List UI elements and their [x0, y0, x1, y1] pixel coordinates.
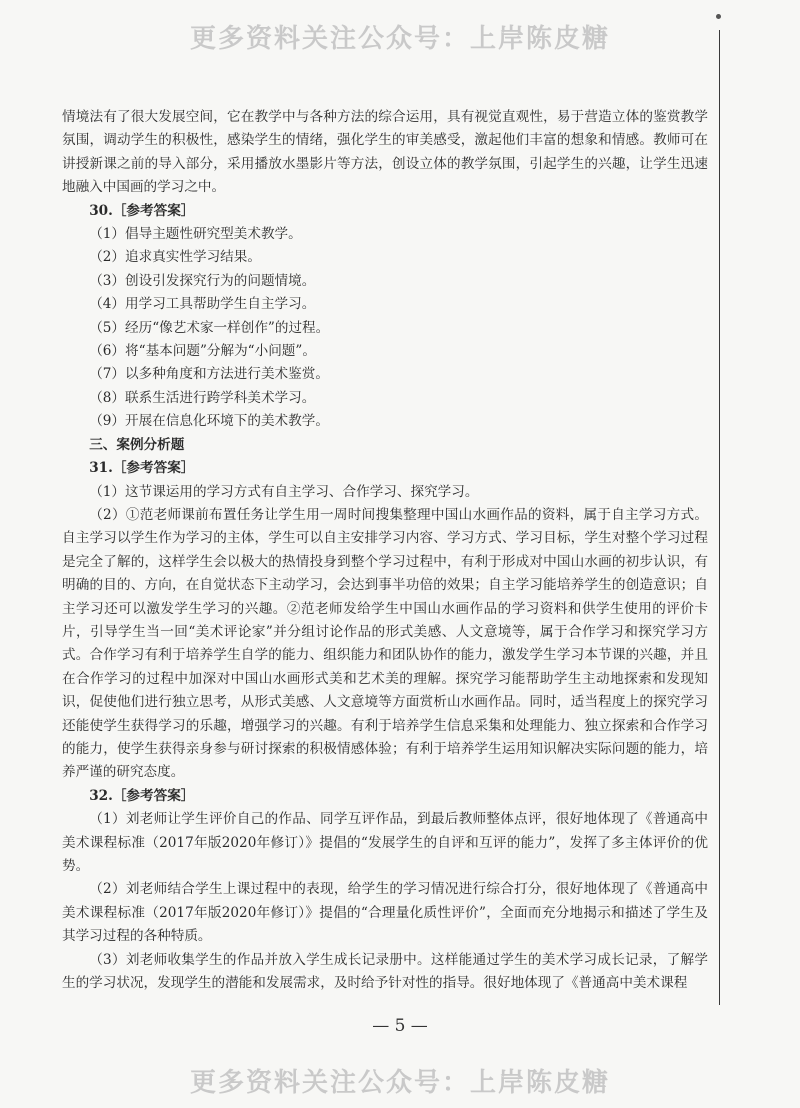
q32-answer-3: （3）刘老师收集学生的作品并放入学生成长记录册中。这样能通过学生的美术学习成长记录，了解学生的学习状况，发现学生的潜能和发展需求，及时给予针对性的指导。很好地体现了《普通高中美术课程	[62, 951, 708, 992]
section-heading-case-analysis: 三、案例分析题	[89, 436, 185, 453]
q31-answer-1: （1）这节课运用的学习方式有自主学习、合作学习、探究学习。	[89, 483, 479, 500]
q32-answer-2: （2）刘老师结合学生上课过程中的表现，给学生的学习情况进行综合打分，很好地体现了《普通高中美术课程标准（2017年版2020年修订）》提倡的“合理量化质性评价”，全面而充分地揭示和描述了学生及其学习过程的各种特质。	[62, 881, 708, 945]
q30-item: （3）创设引发探究行为的问题情境。	[89, 272, 316, 289]
q32-answer-1: （1）刘老师让学生评价自己的作品、同学互评作品，到最后教师整体点评，很好地体现了《普通高中美术课程标准（2017年版2020年修订）》提倡的“发展学生的自评和互评的能力”，发挥了多主体评价的优势。	[62, 811, 708, 874]
page-number: — 5 —	[372, 1016, 428, 1036]
binding-mark	[716, 14, 721, 19]
q30-item: （9）开展在信息化环境下的美术教学。	[89, 413, 329, 430]
q30-heading: 30.［参考答案］	[89, 202, 195, 219]
q30-item: （1）倡导主题性研究型美术教学。	[89, 226, 302, 243]
binding-line	[719, 30, 720, 1005]
q31-answer-2: （2）①范老师课前布置任务让学生用一周时间搜集整理中国山水画作品的资料，属于自主学习方式。自主学习以学生作为学习的主体，学生可以自主安排学习内容、学习方式、学习目标，学生对整个学习过程是完全了解的，这样学生会以极大的热情投身到整个学习过程中，有利于形成对中国山水画的初步认识，有明确的目的、方向，在自觉状态下主动学习，会达到事半功倍的效果；自主学习能培养学生的创造意识；自主学习还可以激发学生学习的兴趣。②范老师发给学生中国山水画作品的学习资料和供学生使用的评价卡片，引导学生当一回“美术评论家”并分组讨论作品的形式美感、人文意境等，属于合作学习和探究学习方式。合作学习有利于培养学生自学的能力、组织能力和团队协作的能力，激发学生学习本节课的兴趣，并且在合作学习的过程中加深对中国山水画形式美和艺术美的理解。探究学习能帮助学生主动地探索和发现知识，促使他们进行独立思考，从形式美感、人文意境等方面赏析山水画作品。同时，适当程度上的探究学习还能使学生获得学习的乐趣，增强学习的兴趣。有利于培养学生信息采集和处理能力、独立探索和合作学习的能力，使学生获得亲身参与研讨探索的积极情感体验；有利于培养学生运用知识解决实际问题的能力，培养严谨的研究态度。	[62, 506, 708, 781]
q32-heading: 32.［参考答案］	[89, 787, 195, 804]
q30-item: （5）经历“像艺术家一样创作”的过程。	[89, 319, 330, 336]
q30-item: （6）将“基本问题”分解为“小问题”。	[89, 343, 316, 360]
q30-item: （2）追求真实性学习结果。	[89, 249, 261, 266]
q30-item: （7）以多种角度和方法进行美术鉴赏。	[89, 366, 329, 383]
watermark-top: 更多资料关注公众号：上岸陈皮糖	[189, 24, 610, 54]
watermark-bottom: 更多资料关注公众号：上岸陈皮糖	[189, 1068, 610, 1098]
q30-item: （8）联系生活进行跨学科美术学习。	[89, 389, 316, 406]
page-content	[62, 106, 708, 995]
q30-item: （4）用学习工具帮助学生自主学习。	[89, 296, 316, 313]
q31-heading: 31.［参考答案］	[89, 460, 195, 477]
intro-paragraph: 情境法有了很大发展空间，它在教学中与各种方法的综合运用，具有视觉直观性，易于营造立体的鉴赏教学氛围，调动学生的积极性，感染学生的情绪，强化学生的审美感受，激起他们丰富的想象和情感。教师可在讲授新课之前的导入部分，采用播放水墨影片等方法，创设立体的教学氛围，引起学生的兴趣，让学生迅速地融入中国画的学习之中。	[62, 109, 708, 196]
